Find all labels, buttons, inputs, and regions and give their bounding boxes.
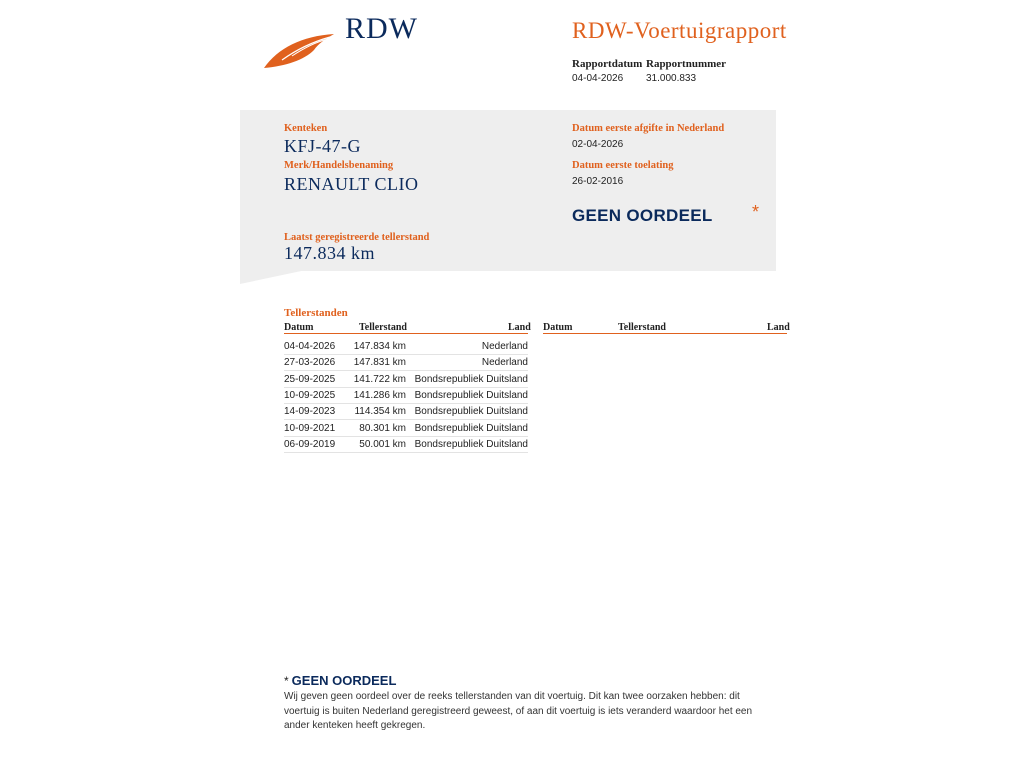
row-reading: 50.001 km xyxy=(359,439,406,450)
rdw-logo-icon xyxy=(262,30,336,70)
row-date: 10-09-2025 xyxy=(284,390,336,401)
first-admission-value: 26-02-2016 xyxy=(572,176,624,187)
make-value: RENAULT CLIO xyxy=(284,174,419,194)
table-row xyxy=(284,354,528,371)
report-number: 31.000.833 xyxy=(646,73,697,84)
table-row xyxy=(284,387,528,404)
plate-label: Kenteken xyxy=(284,123,328,134)
first-nl-label: Datum eerste afgifte in Nederland xyxy=(572,123,725,134)
row-date: 10-09-2021 xyxy=(284,423,336,434)
row-country: Bondsrepubliek Duitsland xyxy=(414,390,528,401)
plate-value: KFJ-47-G xyxy=(284,136,362,156)
footnote-title-text: GEEN OORDEEL xyxy=(291,673,397,688)
report-title: RDW-Voertuigrapport xyxy=(572,18,787,43)
table-header-rule xyxy=(284,333,528,334)
row-country: Bondsrepubliek Duitsland xyxy=(414,406,528,417)
table-row xyxy=(284,403,528,420)
footnote-text: Wij geven geen oordeel over de reeks tellerstanden van dit voertuig. Dit kan twee oorzaken hebben: dit voertuig is buiten Nederland geregistreerd geweest, of aan dit voertuig is iets veranderd waardoor het een ander kenteken heeft gekregen. xyxy=(284,691,753,731)
row-reading: 141.722 km xyxy=(353,374,406,385)
row-reading: 147.834 km xyxy=(353,341,406,352)
row-reading: 141.286 km xyxy=(353,390,406,401)
table-header-rule-2 xyxy=(543,333,787,334)
row-date: 14-09-2023 xyxy=(284,406,336,417)
row-country: Nederland xyxy=(481,357,528,368)
table-row xyxy=(284,420,528,437)
row-country: Bondsrepubliek Duitsland xyxy=(414,423,528,434)
vehicle-panel-tail xyxy=(240,270,306,284)
make-label: Merk/Handelsbenaming xyxy=(284,160,394,171)
logo-text: RDW xyxy=(345,12,418,45)
last-odometer-value: 147.834 km xyxy=(284,243,376,263)
footnote-marker: * xyxy=(284,674,289,688)
row-country: Bondsrepubliek Duitsland xyxy=(414,374,528,385)
table-row xyxy=(284,338,528,355)
col-header-country: Land xyxy=(508,322,531,333)
col-header-country-2: Land xyxy=(767,322,790,333)
report-date-label: Rapportdatum xyxy=(572,58,643,70)
odometer-table-title: Tellerstanden xyxy=(284,307,348,319)
row-reading: 80.301 km xyxy=(359,423,406,434)
col-header-date-2: Datum xyxy=(543,322,573,333)
col-header-reading: Tellerstand xyxy=(359,322,407,333)
last-odometer-label: Laatst geregistreerde tellerstand xyxy=(284,232,430,243)
row-date: 06-09-2019 xyxy=(284,439,336,450)
table-row xyxy=(284,371,528,388)
footnote-title xyxy=(284,673,396,688)
row-reading: 114.354 km xyxy=(354,406,406,417)
row-date: 27-03-2026 xyxy=(284,357,336,368)
first-nl-value: 02-04-2026 xyxy=(572,139,624,150)
col-header-date: Datum xyxy=(284,322,314,333)
verdict-asterisk: * xyxy=(752,202,760,222)
row-country: Nederland xyxy=(481,341,528,352)
first-admission-label: Datum eerste toelating xyxy=(572,160,674,171)
col-header-reading-2: Tellerstand xyxy=(618,322,666,333)
report-number-label: Rapportnummer xyxy=(646,58,727,70)
row-reading: 147.831 km xyxy=(353,357,406,368)
row-country: Bondsrepubliek Duitsland xyxy=(414,439,528,450)
report-date: 04-04-2026 xyxy=(572,73,624,84)
row-date: 25-09-2025 xyxy=(284,374,336,385)
row-date: 04-04-2026 xyxy=(284,341,336,352)
verdict: GEEN OORDEEL xyxy=(572,206,713,225)
table-row xyxy=(284,436,528,453)
